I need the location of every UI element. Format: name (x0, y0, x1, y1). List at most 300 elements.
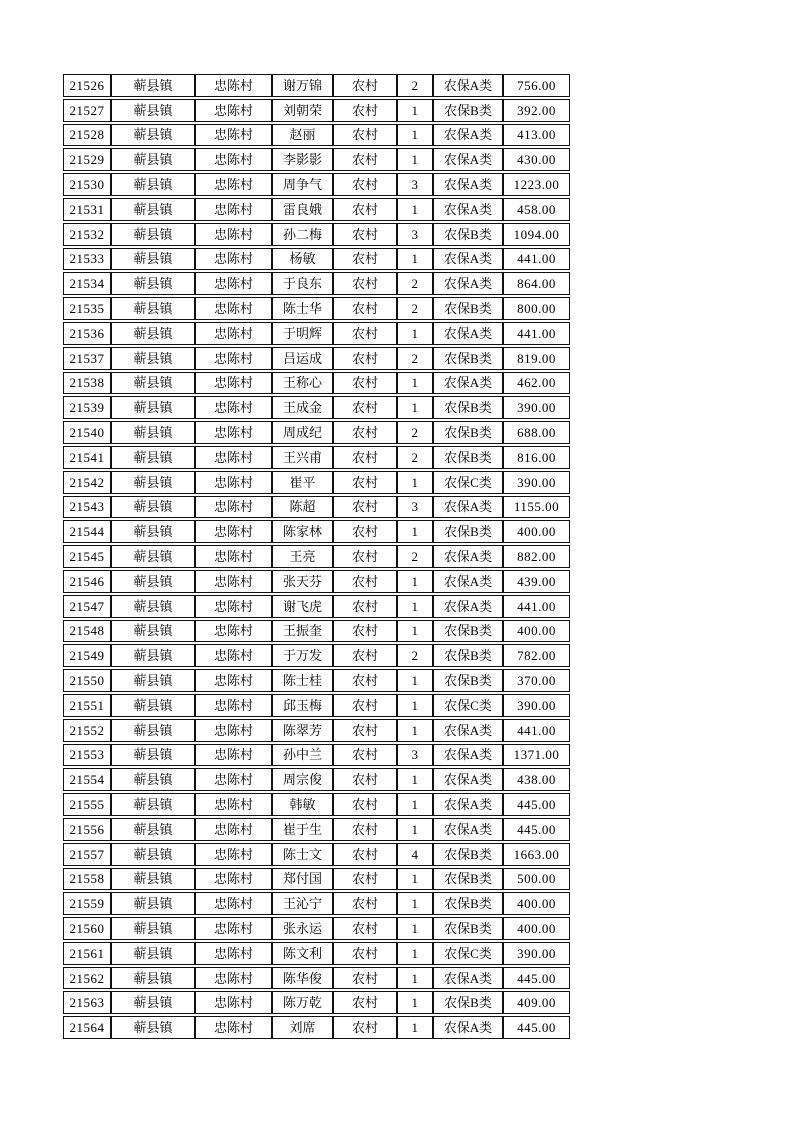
cell-amount: 882.00 (503, 545, 570, 568)
cell-person-name: 孙二梅 (272, 223, 333, 246)
cell-serial-number: 21544 (63, 520, 111, 543)
cell-town: 蕲县镇 (111, 124, 195, 147)
cell-person-name: 王振奎 (272, 620, 333, 643)
cell-town: 蕲县镇 (111, 768, 195, 791)
cell-count: 2 (397, 297, 433, 320)
cell-town: 蕲县镇 (111, 719, 195, 742)
cell-village: 忠陈村 (195, 967, 272, 990)
cell-insurance-category: 农保B类 (433, 223, 503, 246)
cell-serial-number: 21554 (63, 768, 111, 791)
cell-serial-number: 21559 (63, 892, 111, 915)
cell-village: 忠陈村 (195, 570, 272, 593)
cell-residence-type: 农村 (333, 99, 397, 122)
cell-town: 蕲县镇 (111, 793, 195, 816)
cell-village: 忠陈村 (195, 396, 272, 419)
cell-serial-number: 21531 (63, 198, 111, 221)
cell-town: 蕲县镇 (111, 99, 195, 122)
cell-insurance-category: 农保A类 (433, 148, 503, 171)
cell-person-name: 陈翠芳 (272, 719, 333, 742)
table-row (63, 99, 570, 122)
cell-village: 忠陈村 (195, 620, 272, 643)
cell-serial-number: 21533 (63, 248, 111, 271)
table-row (63, 148, 570, 171)
cell-amount: 458.00 (503, 198, 570, 221)
cell-insurance-category: 农保A类 (433, 1016, 503, 1039)
cell-town: 蕲县镇 (111, 545, 195, 568)
cell-insurance-category: 农保C类 (433, 471, 503, 494)
cell-insurance-category: 农保A类 (433, 967, 503, 990)
cell-person-name: 王沁宁 (272, 892, 333, 915)
cell-insurance-category: 农保A类 (433, 272, 503, 295)
cell-amount: 1663.00 (503, 843, 570, 866)
cell-insurance-category: 农保A类 (433, 74, 503, 97)
cell-count: 3 (397, 223, 433, 246)
cell-insurance-category: 农保B类 (433, 520, 503, 543)
cell-amount: 413.00 (503, 124, 570, 147)
cell-village: 忠陈村 (195, 372, 272, 395)
cell-person-name: 杨敏 (272, 248, 333, 271)
cell-residence-type: 农村 (333, 570, 397, 593)
cell-village: 忠陈村 (195, 198, 272, 221)
cell-residence-type: 农村 (333, 471, 397, 494)
cell-serial-number: 21548 (63, 620, 111, 643)
cell-serial-number: 21532 (63, 223, 111, 246)
cell-count: 1 (397, 793, 433, 816)
cell-serial-number: 21542 (63, 471, 111, 494)
cell-serial-number: 21558 (63, 868, 111, 891)
cell-amount: 756.00 (503, 74, 570, 97)
cell-person-name: 张永运 (272, 917, 333, 940)
cell-amount: 800.00 (503, 297, 570, 320)
cell-residence-type: 农村 (333, 446, 397, 469)
table-row (63, 124, 570, 147)
cell-town: 蕲县镇 (111, 396, 195, 419)
cell-serial-number: 21551 (63, 694, 111, 717)
cell-count: 2 (397, 446, 433, 469)
cell-person-name: 张天芬 (272, 570, 333, 593)
cell-amount: 441.00 (503, 719, 570, 742)
cell-count: 3 (397, 173, 433, 196)
cell-insurance-category: 农保B类 (433, 644, 503, 667)
cell-count: 1 (397, 471, 433, 494)
table-body (63, 74, 570, 1039)
cell-amount: 445.00 (503, 793, 570, 816)
cell-town: 蕲县镇 (111, 421, 195, 444)
cell-residence-type: 农村 (333, 991, 397, 1014)
cell-village: 忠陈村 (195, 768, 272, 791)
cell-serial-number: 21546 (63, 570, 111, 593)
cell-serial-number: 21535 (63, 297, 111, 320)
cell-insurance-category: 农保A类 (433, 173, 503, 196)
cell-count: 1 (397, 99, 433, 122)
cell-insurance-category: 农保A类 (433, 744, 503, 767)
cell-count: 1 (397, 124, 433, 147)
cell-count: 1 (397, 570, 433, 593)
cell-amount: 392.00 (503, 99, 570, 122)
cell-residence-type: 农村 (333, 421, 397, 444)
cell-town: 蕲县镇 (111, 248, 195, 271)
cell-town: 蕲县镇 (111, 942, 195, 965)
cell-village: 忠陈村 (195, 471, 272, 494)
cell-village: 忠陈村 (195, 148, 272, 171)
records-table-container (63, 72, 570, 1041)
cell-serial-number: 21526 (63, 74, 111, 97)
cell-count: 1 (397, 396, 433, 419)
cell-person-name: 郑付国 (272, 868, 333, 891)
cell-town: 蕲县镇 (111, 372, 195, 395)
cell-count: 1 (397, 768, 433, 791)
cell-village: 忠陈村 (195, 322, 272, 345)
cell-serial-number: 21553 (63, 744, 111, 767)
cell-serial-number: 21540 (63, 421, 111, 444)
cell-village: 忠陈村 (195, 74, 272, 97)
cell-village: 忠陈村 (195, 347, 272, 370)
cell-insurance-category: 农保A类 (433, 124, 503, 147)
cell-person-name: 刘席 (272, 1016, 333, 1039)
cell-count: 1 (397, 148, 433, 171)
cell-count: 1 (397, 620, 433, 643)
cell-insurance-category: 农保A类 (433, 768, 503, 791)
cell-town: 蕲县镇 (111, 991, 195, 1014)
cell-count: 1 (397, 942, 433, 965)
cell-town: 蕲县镇 (111, 843, 195, 866)
table-row (63, 322, 570, 345)
cell-person-name: 王称心 (272, 372, 333, 395)
cell-serial-number: 21541 (63, 446, 111, 469)
cell-village: 忠陈村 (195, 545, 272, 568)
cell-village: 忠陈村 (195, 1016, 272, 1039)
cell-person-name: 陈士桂 (272, 669, 333, 692)
table-row (63, 570, 570, 593)
cell-amount: 370.00 (503, 669, 570, 692)
cell-residence-type: 农村 (333, 545, 397, 568)
cell-person-name: 陈超 (272, 496, 333, 519)
cell-residence-type: 农村 (333, 198, 397, 221)
cell-town: 蕲县镇 (111, 694, 195, 717)
table-row (63, 74, 570, 97)
table-row (63, 669, 570, 692)
cell-village: 忠陈村 (195, 446, 272, 469)
cell-residence-type: 农村 (333, 942, 397, 965)
cell-count: 1 (397, 322, 433, 345)
cell-town: 蕲县镇 (111, 446, 195, 469)
cell-serial-number: 21564 (63, 1016, 111, 1039)
cell-residence-type: 农村 (333, 967, 397, 990)
cell-insurance-category: 农保A类 (433, 595, 503, 618)
cell-serial-number: 21539 (63, 396, 111, 419)
cell-person-name: 王兴甫 (272, 446, 333, 469)
table-row (63, 793, 570, 816)
cell-town: 蕲县镇 (111, 272, 195, 295)
cell-amount: 445.00 (503, 818, 570, 841)
cell-count: 1 (397, 198, 433, 221)
cell-amount: 500.00 (503, 868, 570, 891)
table-row (63, 694, 570, 717)
cell-serial-number: 21530 (63, 173, 111, 196)
cell-residence-type: 农村 (333, 272, 397, 295)
cell-serial-number: 21563 (63, 991, 111, 1014)
cell-village: 忠陈村 (195, 793, 272, 816)
cell-insurance-category: 农保A类 (433, 372, 503, 395)
cell-town: 蕲县镇 (111, 570, 195, 593)
cell-serial-number: 21528 (63, 124, 111, 147)
cell-count: 2 (397, 644, 433, 667)
cell-count: 1 (397, 372, 433, 395)
cell-village: 忠陈村 (195, 942, 272, 965)
cell-serial-number: 21555 (63, 793, 111, 816)
cell-amount: 445.00 (503, 967, 570, 990)
cell-residence-type: 农村 (333, 148, 397, 171)
cell-village: 忠陈村 (195, 917, 272, 940)
cell-person-name: 周争气 (272, 173, 333, 196)
cell-count: 3 (397, 744, 433, 767)
cell-town: 蕲县镇 (111, 595, 195, 618)
cell-residence-type: 农村 (333, 892, 397, 915)
table-row (63, 248, 570, 271)
cell-residence-type: 农村 (333, 322, 397, 345)
cell-insurance-category: 农保A类 (433, 248, 503, 271)
cell-serial-number: 21545 (63, 545, 111, 568)
cell-village: 忠陈村 (195, 818, 272, 841)
cell-residence-type: 农村 (333, 818, 397, 841)
cell-serial-number: 21534 (63, 272, 111, 295)
cell-insurance-category: 农保C类 (433, 942, 503, 965)
cell-serial-number: 21549 (63, 644, 111, 667)
cell-amount: 400.00 (503, 892, 570, 915)
cell-amount: 816.00 (503, 446, 570, 469)
cell-insurance-category: 农保A类 (433, 322, 503, 345)
cell-person-name: 谢飞虎 (272, 595, 333, 618)
cell-village: 忠陈村 (195, 892, 272, 915)
cell-count: 1 (397, 719, 433, 742)
table-row (63, 446, 570, 469)
cell-person-name: 陈文利 (272, 942, 333, 965)
cell-amount: 445.00 (503, 1016, 570, 1039)
table-row (63, 297, 570, 320)
table-row (63, 173, 570, 196)
table-row (63, 868, 570, 891)
cell-town: 蕲县镇 (111, 74, 195, 97)
cell-amount: 688.00 (503, 421, 570, 444)
cell-residence-type: 农村 (333, 868, 397, 891)
cell-town: 蕲县镇 (111, 868, 195, 891)
cell-person-name: 王亮 (272, 545, 333, 568)
cell-amount: 462.00 (503, 372, 570, 395)
cell-insurance-category: 农保B类 (433, 669, 503, 692)
cell-town: 蕲县镇 (111, 1016, 195, 1039)
cell-insurance-category: 农保A类 (433, 818, 503, 841)
cell-residence-type: 农村 (333, 223, 397, 246)
cell-amount: 390.00 (503, 942, 570, 965)
cell-town: 蕲县镇 (111, 173, 195, 196)
cell-residence-type: 农村 (333, 297, 397, 320)
cell-town: 蕲县镇 (111, 297, 195, 320)
cell-village: 忠陈村 (195, 173, 272, 196)
cell-amount: 439.00 (503, 570, 570, 593)
cell-residence-type: 农村 (333, 620, 397, 643)
cell-village: 忠陈村 (195, 868, 272, 891)
table-row (63, 644, 570, 667)
cell-village: 忠陈村 (195, 297, 272, 320)
cell-person-name: 孙中兰 (272, 744, 333, 767)
cell-amount: 390.00 (503, 694, 570, 717)
cell-residence-type: 农村 (333, 843, 397, 866)
cell-town: 蕲县镇 (111, 620, 195, 643)
cell-amount: 782.00 (503, 644, 570, 667)
cell-town: 蕲县镇 (111, 644, 195, 667)
cell-insurance-category: 农保B类 (433, 99, 503, 122)
cell-person-name: 陈华俊 (272, 967, 333, 990)
cell-town: 蕲县镇 (111, 347, 195, 370)
cell-village: 忠陈村 (195, 694, 272, 717)
cell-person-name: 吕运成 (272, 347, 333, 370)
cell-residence-type: 农村 (333, 173, 397, 196)
cell-serial-number: 21547 (63, 595, 111, 618)
cell-village: 忠陈村 (195, 595, 272, 618)
cell-village: 忠陈村 (195, 644, 272, 667)
cell-person-name: 韩敏 (272, 793, 333, 816)
cell-person-name: 陈家林 (272, 520, 333, 543)
cell-person-name: 崔于生 (272, 818, 333, 841)
cell-count: 1 (397, 917, 433, 940)
cell-town: 蕲县镇 (111, 198, 195, 221)
cell-town: 蕲县镇 (111, 322, 195, 345)
cell-town: 蕲县镇 (111, 818, 195, 841)
cell-residence-type: 农村 (333, 768, 397, 791)
cell-count: 1 (397, 669, 433, 692)
cell-residence-type: 农村 (333, 124, 397, 147)
table-row (63, 347, 570, 370)
cell-village: 忠陈村 (195, 421, 272, 444)
cell-person-name: 李影影 (272, 148, 333, 171)
cell-residence-type: 农村 (333, 248, 397, 271)
cell-person-name: 邱玉梅 (272, 694, 333, 717)
table-row (63, 818, 570, 841)
cell-amount: 441.00 (503, 595, 570, 618)
table-row (63, 892, 570, 915)
cell-residence-type: 农村 (333, 74, 397, 97)
cell-serial-number: 21552 (63, 719, 111, 742)
table-row (63, 595, 570, 618)
table-row (63, 843, 570, 866)
cell-insurance-category: 农保B类 (433, 396, 503, 419)
cell-serial-number: 21536 (63, 322, 111, 345)
cell-insurance-category: 农保B类 (433, 868, 503, 891)
cell-town: 蕲县镇 (111, 148, 195, 171)
cell-village: 忠陈村 (195, 248, 272, 271)
cell-insurance-category: 农保B类 (433, 892, 503, 915)
cell-insurance-category: 农保C类 (433, 694, 503, 717)
cell-amount: 400.00 (503, 917, 570, 940)
cell-village: 忠陈村 (195, 843, 272, 866)
cell-town: 蕲县镇 (111, 967, 195, 990)
cell-amount: 819.00 (503, 347, 570, 370)
cell-count: 4 (397, 843, 433, 866)
benefits-records-table (63, 72, 570, 1041)
cell-residence-type: 农村 (333, 595, 397, 618)
cell-village: 忠陈村 (195, 272, 272, 295)
table-row (63, 620, 570, 643)
cell-amount: 1094.00 (503, 223, 570, 246)
cell-insurance-category: 农保B类 (433, 843, 503, 866)
cell-count: 2 (397, 347, 433, 370)
cell-insurance-category: 农保B类 (433, 917, 503, 940)
cell-insurance-category: 农保A类 (433, 545, 503, 568)
cell-insurance-category: 农保A类 (433, 719, 503, 742)
cell-amount: 430.00 (503, 148, 570, 171)
table-row (63, 967, 570, 990)
table-row (63, 917, 570, 940)
cell-insurance-category: 农保B类 (433, 446, 503, 469)
cell-amount: 400.00 (503, 520, 570, 543)
cell-serial-number: 21561 (63, 942, 111, 965)
cell-town: 蕲县镇 (111, 669, 195, 692)
cell-insurance-category: 农保B类 (433, 421, 503, 444)
cell-serial-number: 21562 (63, 967, 111, 990)
cell-village: 忠陈村 (195, 719, 272, 742)
table-row (63, 744, 570, 767)
cell-count: 1 (397, 694, 433, 717)
cell-town: 蕲县镇 (111, 520, 195, 543)
cell-person-name: 谢万锦 (272, 74, 333, 97)
cell-town: 蕲县镇 (111, 892, 195, 915)
cell-amount: 1371.00 (503, 744, 570, 767)
cell-residence-type: 农村 (333, 793, 397, 816)
cell-amount: 441.00 (503, 248, 570, 271)
cell-person-name: 陈士文 (272, 843, 333, 866)
cell-amount: 390.00 (503, 396, 570, 419)
cell-person-name: 雷良娥 (272, 198, 333, 221)
table-row (63, 768, 570, 791)
cell-village: 忠陈村 (195, 99, 272, 122)
cell-town: 蕲县镇 (111, 917, 195, 940)
cell-person-name: 陈士华 (272, 297, 333, 320)
cell-amount: 864.00 (503, 272, 570, 295)
cell-serial-number: 21537 (63, 347, 111, 370)
table-row (63, 223, 570, 246)
cell-person-name: 周成纪 (272, 421, 333, 444)
cell-serial-number: 21538 (63, 372, 111, 395)
cell-residence-type: 农村 (333, 396, 397, 419)
cell-count: 1 (397, 595, 433, 618)
cell-residence-type: 农村 (333, 669, 397, 692)
cell-residence-type: 农村 (333, 347, 397, 370)
cell-residence-type: 农村 (333, 644, 397, 667)
cell-insurance-category: 农保A类 (433, 496, 503, 519)
cell-amount: 438.00 (503, 768, 570, 791)
cell-count: 1 (397, 892, 433, 915)
cell-count: 2 (397, 421, 433, 444)
cell-serial-number: 21527 (63, 99, 111, 122)
cell-insurance-category: 农保A类 (433, 570, 503, 593)
table-row (63, 396, 570, 419)
table-row (63, 421, 570, 444)
cell-count: 2 (397, 545, 433, 568)
cell-count: 1 (397, 818, 433, 841)
table-row (63, 198, 570, 221)
table-row (63, 520, 570, 543)
cell-count: 1 (397, 520, 433, 543)
cell-residence-type: 农村 (333, 694, 397, 717)
cell-village: 忠陈村 (195, 991, 272, 1014)
cell-village: 忠陈村 (195, 223, 272, 246)
cell-serial-number: 21543 (63, 496, 111, 519)
cell-insurance-category: 农保A类 (433, 198, 503, 221)
cell-residence-type: 农村 (333, 917, 397, 940)
cell-amount: 1223.00 (503, 173, 570, 196)
table-row (63, 272, 570, 295)
cell-person-name: 周宗俊 (272, 768, 333, 791)
